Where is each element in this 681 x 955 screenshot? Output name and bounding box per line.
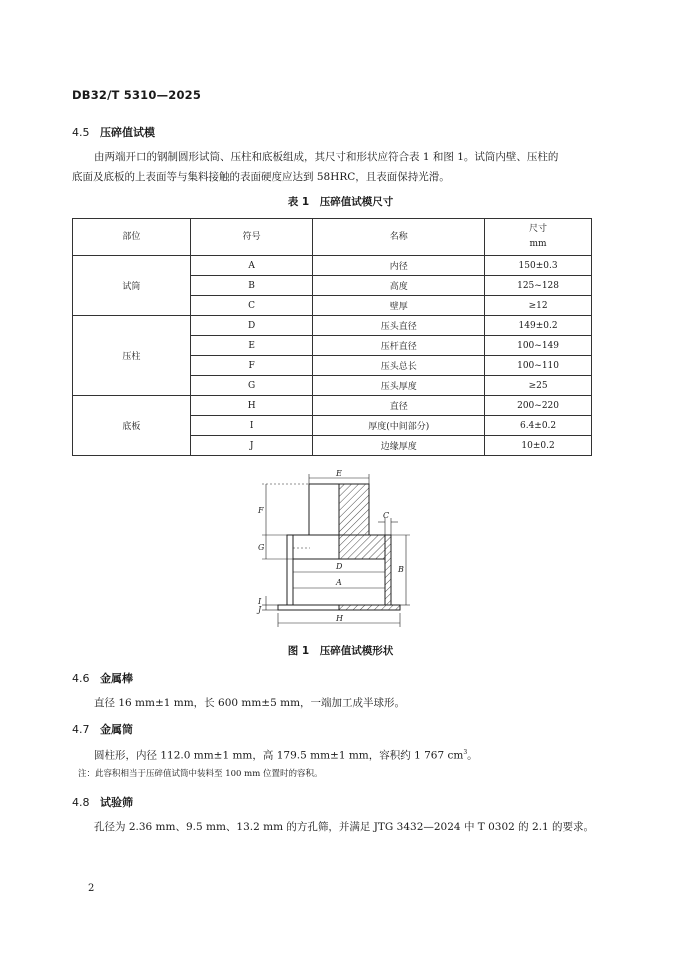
table-caption: 表 1 压碎值试模尺寸: [287, 196, 394, 208]
label-A: A: [336, 578, 342, 587]
label-H: H: [336, 614, 343, 623]
symbol-cell: E: [190, 336, 313, 356]
name-cell: 内径: [313, 256, 485, 276]
dim-cell: 10±0.2: [485, 436, 592, 456]
part-cell: 试筒: [73, 256, 191, 316]
name-cell: 压头直径: [313, 316, 485, 336]
paragraph-line: 由两端开口的钢制圆形试筒、压柱和底板组成，其尺寸和形状应符合表 1 和图 1。试筒内壁、压柱的: [94, 151, 559, 163]
document-code: DB32/T 5310—2025: [72, 88, 202, 102]
dim-cell: 149±0.2: [485, 316, 592, 336]
crushing-mold-figure: [240, 468, 440, 633]
symbol-cell: H: [190, 396, 313, 416]
name-cell: 压头厚度: [313, 376, 485, 396]
name-cell: 边缘厚度: [313, 436, 485, 456]
dim-cell: ≥25: [485, 376, 592, 396]
dimension-table: [72, 218, 592, 456]
section-4-6-heading: [72, 670, 133, 686]
name-cell: 壁厚: [313, 296, 485, 316]
part-cell: 底板: [73, 396, 191, 456]
section-number: 4.6: [72, 672, 90, 685]
label-B: B: [398, 565, 404, 574]
figure-caption: 图 1 压碎值试模形状: [287, 645, 394, 657]
dim-cell: 6.4±0.2: [485, 416, 592, 436]
dim-cell: 125~128: [485, 276, 592, 296]
dim-cell: 100~149: [485, 336, 592, 356]
symbol-cell: G: [190, 376, 313, 396]
name-cell: 厚度(中间部分): [313, 416, 485, 436]
header-part: 部位: [73, 219, 191, 256]
name-cell: 高度: [313, 276, 485, 296]
section-number: 4.7: [72, 723, 90, 736]
symbol-cell: C: [190, 296, 313, 316]
name-cell: 压杆直径: [313, 336, 485, 356]
name-cell: 直径: [313, 396, 485, 416]
section-title: 金属棒: [100, 672, 133, 685]
section-4-8-text: 孔径为 2.36 mm、9.5 mm、13.2 mm 的方孔筛，并满足 JTG 3432—2024 中 T 0302 的 2.1 的要求。: [94, 821, 595, 833]
section-number: 4.8: [72, 796, 90, 809]
section-4-8-heading: [72, 794, 133, 810]
section-title: 试验筛: [100, 796, 133, 809]
paragraph-line: 底面及底板的上表面等与集料接触的表面硬度应达到 58HRC，且表面保持光滑。: [72, 171, 450, 183]
note: 注：此容积相当于压碎值试筒中装料至 100 mm 位置时的容积。: [78, 769, 323, 779]
section-4-6-text: 直径 16 mm±1 mm，长 600 mm±5 mm，一端加工成半球形。: [94, 697, 406, 709]
dim-cell: 200~220: [485, 396, 592, 416]
part-cell: 压柱: [73, 316, 191, 396]
label-C: C: [383, 511, 390, 520]
dim-cell: 100~110: [485, 356, 592, 376]
section-4-5-paragraph: [72, 147, 612, 187]
page-number: 2: [88, 883, 95, 894]
table-row: [73, 316, 592, 336]
table-header-row: [73, 219, 592, 256]
symbol-cell: B: [190, 276, 313, 296]
dim-cell: ≥12: [485, 296, 592, 316]
header-name: 名称: [313, 219, 485, 256]
label-E: E: [336, 469, 342, 478]
label-D: D: [336, 562, 343, 571]
label-I: I: [258, 597, 262, 606]
section-4-7-heading: [72, 721, 133, 737]
section-number: 4.5: [72, 126, 90, 139]
label-G: G: [258, 543, 265, 552]
name-cell: 压头总长: [313, 356, 485, 376]
table-row: [73, 256, 592, 276]
symbol-cell: D: [190, 316, 313, 336]
section-title: 压碎值试模: [100, 126, 155, 139]
table-row: [73, 396, 592, 416]
symbol-cell: J: [190, 436, 313, 456]
header-dimension: 尺寸 mm: [485, 219, 592, 256]
label-J: J: [258, 605, 262, 614]
symbol-cell: A: [190, 256, 313, 276]
dim-cell: 150±0.3: [485, 256, 592, 276]
section-4-7-text: 圆柱形，内径 112.0 mm±1 mm，高 179.5 mm±1 mm，容积约 1 767 $cm^3$。: [94, 749, 478, 762]
header-symbol: 符号: [190, 219, 313, 256]
base-plate: [278, 605, 400, 610]
section-title: 金属筒: [100, 723, 133, 736]
section-4-5-heading: [72, 124, 155, 140]
symbol-cell: I: [190, 416, 313, 436]
symbol-cell: F: [190, 356, 313, 376]
label-F: F: [258, 506, 264, 515]
